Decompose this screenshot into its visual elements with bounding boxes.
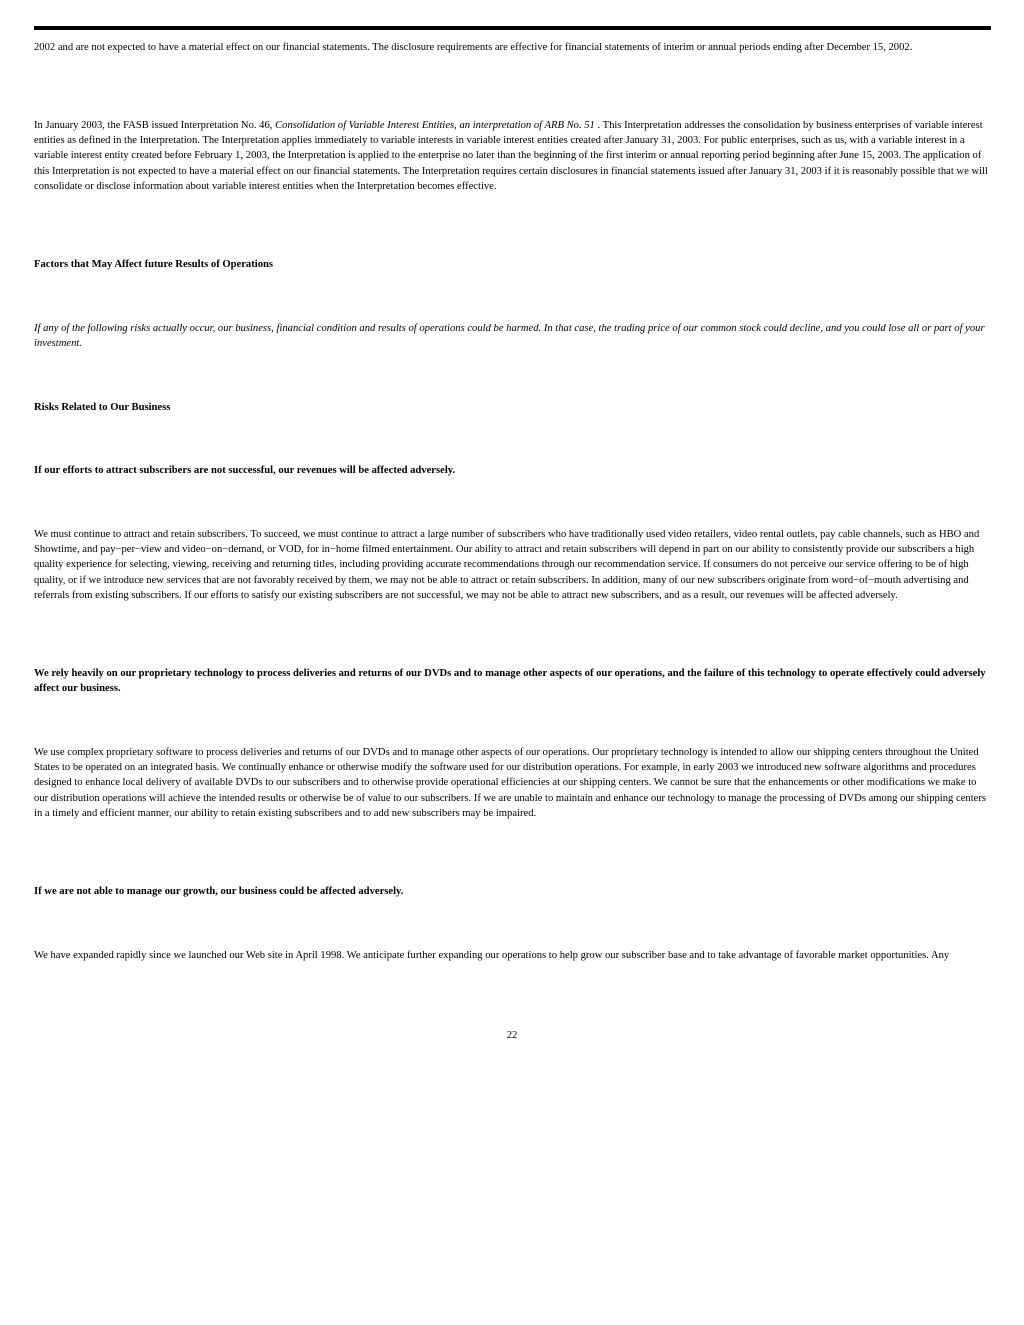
risk3-body: We have expanded rapidly since we launched our Web site in April 1998. We anticipate further expanding our operations to help grow our subscriber base and to take advantage of favorable market opportunities. Any: [34, 950, 950, 961]
page-number: 22: [506, 1030, 518, 1041]
risk1-body: We must continue to attract and retain subscribers. To succeed, we must continue to attract a large number of subscribers who have traditionally used video retailers, video rental outlets, pay cable channels, such as HBO and Showtime, and pay−per−view and video−on−demand, or VOD, for in−home filmed entertainment. Our ability to attract and retain subscribers will depend in part on our ability to consistently provide our subscribers a high quality experience for selecting, viewing, receiving and returning titles, including providing accurate recommendations through our recommendation service. If consumers do not perceive our service offering to be of high quality, or if we introduce new services that are not favorably received by them, we may not be able to attract or retain subscribers. In addition, many of our new subscribers originate from word−of−mouth advertising and referrals from existing subscribers. If our efforts to satisfy our existing subscribers are not successful, we may not be able to attract new subscribers, and as a result, our revenues will be affected adversely.: [34, 529, 980, 601]
risk-intro-paragraph: If any of the following risks actually occur, our business, financial condition and results of operations could be harmed. In that case, the trading price of our common stock could decline, and you could lose all or part of your investment.: [34, 323, 985, 350]
risk2-body: We use complex proprietary software to process deliveries and returns of our DVDs and to manage other aspects of our operations. Our proprietary technology is intended to allow our shipping centers throughout the United States to be operated on an integrated basis. We continually enhance or otherwise modify the software used for our distribution operations. For example, in early 2003 we introduced new software algorithms and procedures designed to enhance local delivery of available DVDs to our subscribers and to otherwise provide operational efficiencies at our shipping centers. We cannot be sure that the enhancements or other modifications we make to our distribution operations will achieve the intended results or otherwise be of value to our subscribers. If we are unable to maintain and enhance our technology to manage the processing of DVDs among our shipping centers in a timely and efficient manner, our ability to retain existing subscribers and to add new subscribers may be impaired.: [34, 747, 986, 819]
fin46-title-italic: Consolidation of Variable Interest Entities, an interpretation of ARB No. 51: [275, 120, 595, 131]
risk2-heading: We rely heavily on our proprietary technology to process deliveries and returns of our DVDs and to manage other aspects of our operations, and the failure of this technology to operate effectively could adversely affect our business.: [34, 668, 986, 695]
top-horizontal-rule: [34, 26, 991, 30]
risk3-heading: If we are not able to manage our growth, our business could be affected adversely.: [34, 886, 404, 897]
fin46-text-post: . This Interpretation addresses the consolidation by business enterprises of variable interest entities as defined in the Interpretation. The Interpretation applies immediately to variable interests in variable interest entities created after January 31, 2003. For public enterprises, such as us, with a variable interest in a variable interest entity created before February 1, 2003, the Interpretation is applied to the enterprise no later than the beginning of the first interim or annual reporting period beginning after June 15, 2003. The application of this Interpretation is not expected to have a material effect on our financial statements. The Interpretation requires certain disclosures in financial statements issued after January 31, 2003 if it is reasonably possible that we will consolidate or disclose information about variable interest entities when the Interpretation becomes effective.: [34, 120, 988, 192]
heading-risks-business: Risks Related to Our Business: [34, 402, 171, 413]
risk1-heading: If our efforts to attract subscribers are not successful, our revenues will be affected adversely.: [34, 465, 456, 476]
paragraph-fin46: [34, 118, 991, 194]
paragraph-continuation: 2002 and are not expected to have a material effect on our financial statements. The disclosure requirements are effective for financial statements of interim or annual periods ending after December 15, 2002.: [34, 42, 913, 53]
fin46-text-pre: In January 2003, the FASB issued Interpretation No. 46,: [34, 120, 276, 131]
heading-factors: Factors that May Affect future Results of Operations: [34, 259, 274, 270]
